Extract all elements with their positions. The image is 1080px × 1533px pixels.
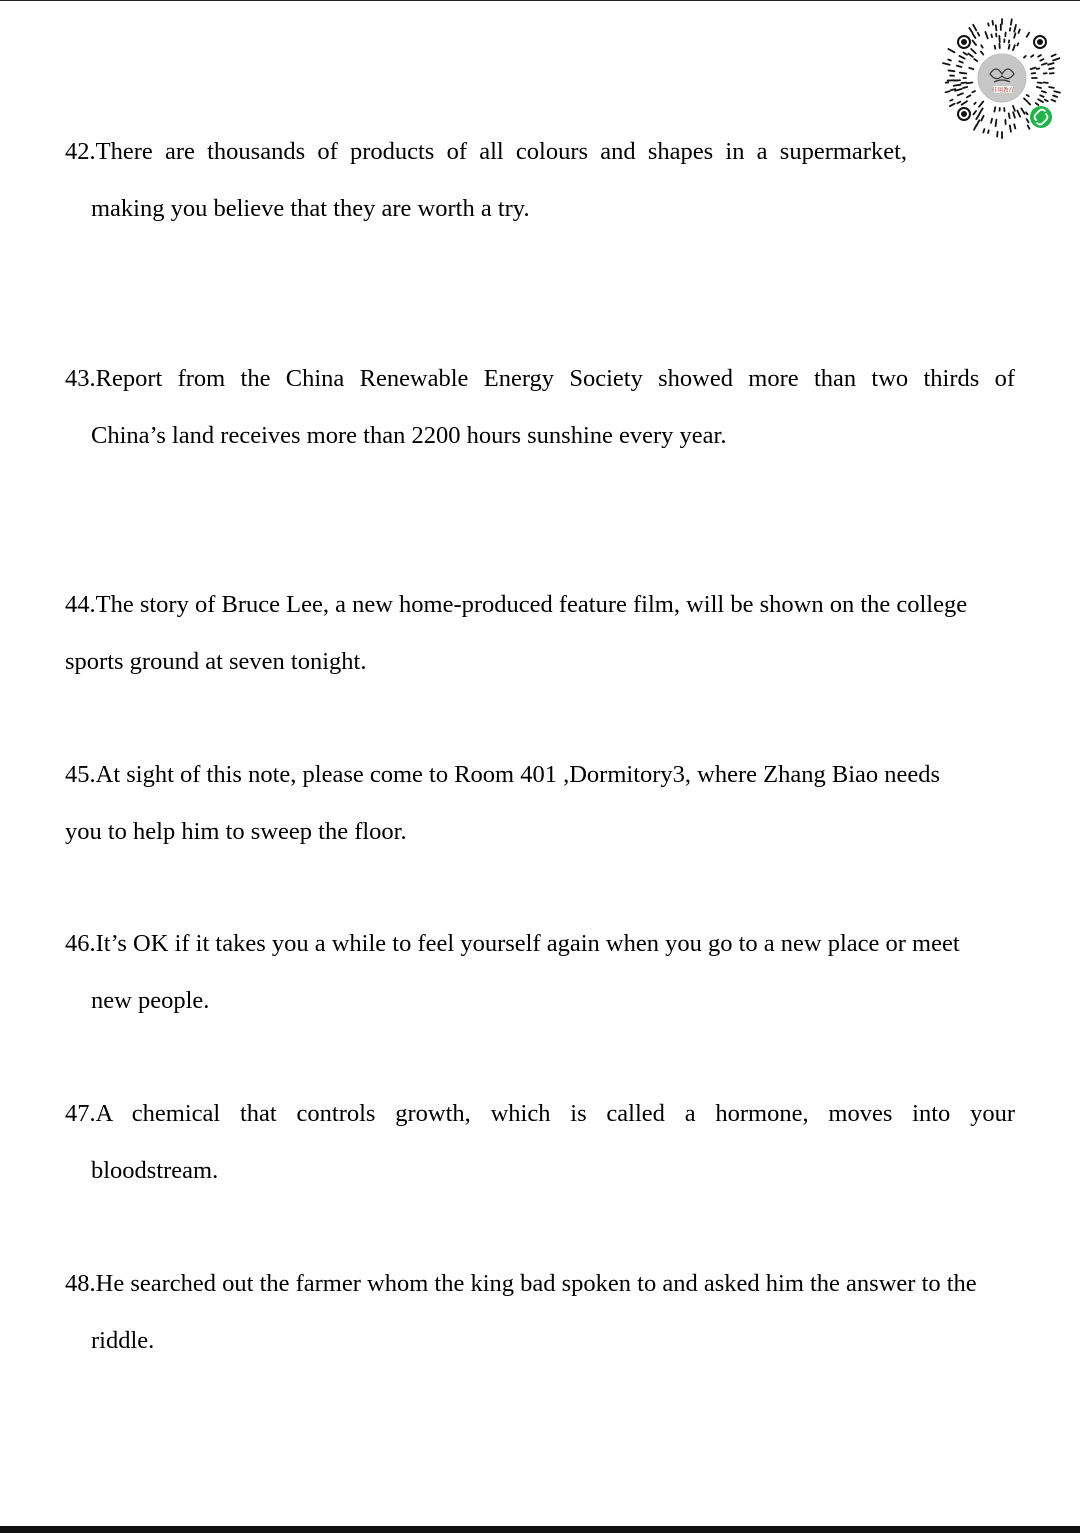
- qr-module: [949, 70, 955, 71]
- qr-module: [1038, 99, 1043, 102]
- qr-module: [1037, 87, 1041, 88]
- qr-module: [974, 103, 975, 104]
- qr-module: [1038, 55, 1041, 57]
- qr-module: [968, 54, 972, 57]
- qr-module: [994, 107, 995, 111]
- qr-module: [960, 73, 966, 74]
- qr-module: [1009, 45, 1010, 49]
- mini-program-qr-code[interactable]: [940, 16, 1064, 140]
- question-number: 47.: [65, 1100, 96, 1127]
- qr-module: [979, 101, 983, 106]
- qr-module: [1053, 96, 1057, 97]
- qr-logo-text: 佳翔教育: [991, 88, 1015, 94]
- question-44: [65, 576, 1015, 690]
- qr-module: [967, 95, 971, 97]
- qr-module: [985, 32, 987, 39]
- qr-module: [954, 85, 961, 86]
- qr-module: [1032, 73, 1036, 74]
- qr-module: [1040, 59, 1043, 60]
- qr-module: [1014, 33, 1015, 37]
- qr-module: [1028, 125, 1030, 128]
- question-number: 43.: [65, 365, 96, 392]
- qr-module: [961, 83, 966, 84]
- qr-module: [945, 91, 949, 92]
- qr-module: [973, 41, 976, 45]
- question-number: 42.: [65, 138, 96, 165]
- qr-module: [996, 25, 997, 30]
- question-47: [65, 1085, 1015, 1199]
- qr-module: [1042, 63, 1047, 65]
- qr-module: [1026, 112, 1027, 114]
- qr-module: [1024, 56, 1026, 58]
- question-text: It’s OK if it takes you a while to feel yourself again when you go to a new place or meet: [95, 930, 960, 957]
- question-44-line-1: [65, 576, 1015, 633]
- top-border-line: [0, 0, 1080, 1]
- qr-module: [1027, 119, 1029, 122]
- qr-module: [1038, 83, 1042, 84]
- qr-module: [1013, 112, 1015, 117]
- question-43-line-1: [65, 350, 1015, 407]
- question-48-line-2: riddle.: [91, 1327, 155, 1354]
- qr-module: [948, 60, 951, 61]
- qr-module: [1009, 113, 1010, 118]
- qr-module: [978, 33, 980, 36]
- question-45-line-1: [65, 746, 1015, 803]
- qr-module: [1048, 63, 1053, 65]
- question-number: 48.: [65, 1270, 96, 1297]
- qr-module: [967, 82, 972, 83]
- question-44-line-2: sports ground at seven tonight.: [65, 648, 367, 675]
- qr-module: [1053, 58, 1059, 60]
- question-43: [65, 350, 1015, 464]
- qr-module: [971, 49, 976, 53]
- qr-module: [959, 56, 964, 59]
- question-text: At sight of this note, please come to Room 401 ,Dormitory3, where Zhang Biao needs: [95, 761, 941, 788]
- question-42-line-2: making you believe that they are worth a try.: [91, 195, 530, 222]
- question-45: [65, 746, 1015, 860]
- qr-module: [995, 46, 996, 49]
- qr-module: [972, 91, 975, 92]
- question-46-line-2: new people.: [91, 987, 210, 1014]
- question-47-line-1: [65, 1085, 1015, 1142]
- qr-module: [1054, 91, 1060, 92]
- qr-module: [1045, 100, 1048, 101]
- qr-module: [973, 111, 976, 114]
- qr-module: [963, 52, 967, 54]
- question-47-line-2: bloodstream.: [91, 1157, 219, 1184]
- question-43-line-2: China’s land receives more than 2200 hours sunshine every year.: [91, 422, 727, 449]
- qr-module: [1019, 29, 1020, 32]
- bottom-border-bar: [0, 1526, 1080, 1533]
- question-text: He searched out the farmer whom the king bad spoken to and asked him the answer to the: [95, 1270, 977, 1297]
- question-text: Report from the China Renewable Energy Society showed more than two thirds of: [95, 365, 1015, 392]
- qr-module: [1031, 68, 1036, 70]
- qr-module: [943, 63, 950, 65]
- qr-module: [957, 66, 962, 67]
- qr-module: [1014, 25, 1016, 32]
- qr-module: [1013, 45, 1015, 50]
- qr-module: [1031, 55, 1033, 57]
- qr-module: [1027, 33, 1029, 37]
- qr-module: [1042, 91, 1046, 92]
- qr-module: [992, 21, 993, 25]
- qr-module: [991, 35, 992, 38]
- question-48-line-1: [65, 1255, 1015, 1312]
- qr-module: [1051, 54, 1055, 56]
- qr-module: [981, 116, 983, 121]
- qr-module: [1011, 19, 1012, 24]
- qr-module: [988, 23, 989, 25]
- question-46-line-1: [65, 915, 1015, 972]
- question-text: There are thousands of products of all colours and shapes in a supermarket,: [95, 138, 907, 165]
- question-42-line-1: [65, 123, 907, 180]
- question-number: 45.: [65, 761, 96, 788]
- qr-module: [981, 45, 983, 47]
- qr-module: [1017, 111, 1020, 117]
- question-number: 44.: [65, 591, 96, 618]
- qr-module: [1027, 95, 1029, 96]
- question-42: [65, 123, 1015, 237]
- qr-module: [1013, 106, 1015, 111]
- qr-module: [1037, 68, 1039, 69]
- qr-module: [962, 101, 967, 105]
- qr-module: [1049, 68, 1054, 69]
- qr-module: [1040, 95, 1043, 97]
- qr-module: [976, 114, 979, 120]
- qr-module: [1049, 87, 1054, 88]
- qr-module: [973, 25, 976, 31]
- question-number: 46.: [65, 930, 96, 957]
- question-48: [65, 1255, 1015, 1369]
- qr-module: [974, 59, 977, 61]
- question-text: The story of Bruce Lee, a new home-produced feature film, will be shown on the college: [95, 591, 968, 618]
- qr-module: [980, 108, 983, 113]
- qr-module: [981, 52, 983, 55]
- qr-module: [950, 104, 955, 107]
- qr-module: [951, 89, 955, 90]
- qr-module: [1036, 103, 1039, 105]
- question-45-line-2: you to help him to sweep the floor.: [65, 818, 407, 845]
- qr-module: [1051, 100, 1055, 102]
- qr-module: [969, 28, 972, 33]
- qr-module: [1028, 103, 1030, 105]
- qr-module: [963, 87, 967, 88]
- qr-module: [969, 68, 973, 69]
- qr-module: [1024, 98, 1028, 101]
- qr-module: [958, 93, 963, 95]
- qr-module: [973, 34, 976, 38]
- qr-module: [959, 61, 963, 62]
- qr-module: [957, 102, 960, 104]
- qr-module: [948, 49, 954, 52]
- question-46: [65, 915, 1015, 1029]
- qr-module: [1021, 108, 1024, 113]
- qr-module: [950, 100, 952, 101]
- qr-module: [1017, 43, 1018, 45]
- question-text: A chemical that controls growth, which is called a hormone, moves into your: [95, 1100, 1015, 1127]
